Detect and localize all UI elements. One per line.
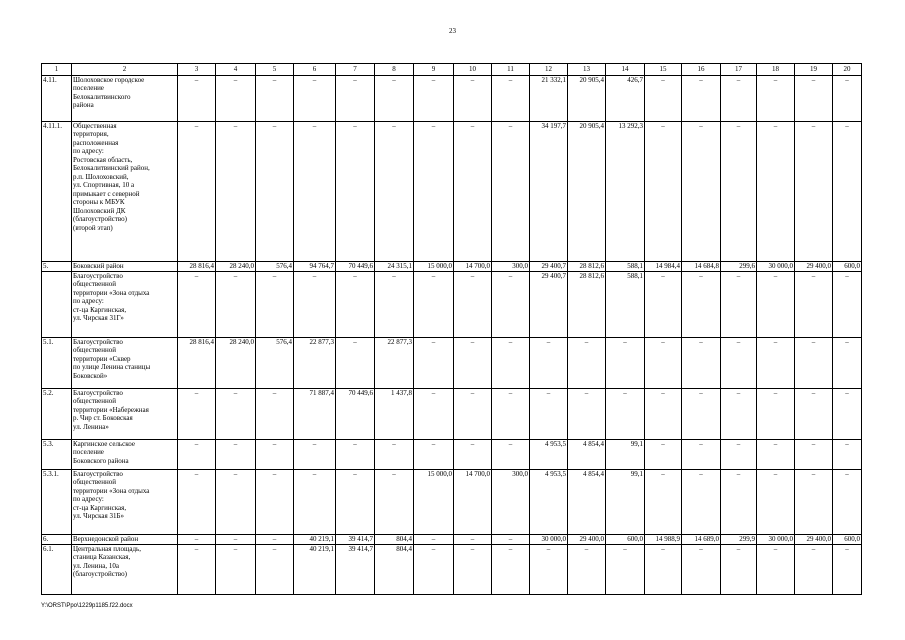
value-cell: – xyxy=(606,337,645,388)
value-cell: 28 812,6 xyxy=(568,261,606,271)
row-number: 6.1. xyxy=(42,544,72,594)
value-cell: – xyxy=(454,388,492,439)
value-cell: – xyxy=(530,337,568,388)
value-cell: 15 000,0 xyxy=(414,469,454,534)
value-cell: 21 332,1 xyxy=(530,75,568,121)
value-cell: 4 854,4 xyxy=(568,439,606,469)
value-cell: 426,7 xyxy=(606,75,645,121)
row-name: Центральная площадь, станица Казанская, ул. Ленина, 10а (благоустройство) xyxy=(72,544,178,594)
value-cell: – xyxy=(682,337,721,388)
row-name: Благоустройство общественной территории «Сквер по улице Ленина станицы Боковской» xyxy=(72,337,178,388)
value-cell: 22 877,3 xyxy=(294,337,336,388)
value-cell: 14 700,0 xyxy=(454,469,492,534)
value-cell: 40 219,1 xyxy=(294,544,336,594)
value-cell: – xyxy=(795,469,833,534)
value-cell: – xyxy=(682,469,721,534)
value-cell: 576,4 xyxy=(256,261,294,271)
value-cell: – xyxy=(454,534,492,544)
value-cell: 71 887,4 xyxy=(294,388,336,439)
table-row xyxy=(42,544,862,594)
value-cell: 300,0 xyxy=(492,469,530,534)
value-cell: – xyxy=(256,271,294,337)
value-cell: 30 000,0 xyxy=(530,534,568,544)
column-header: 8 xyxy=(375,64,414,76)
value-cell: 99,1 xyxy=(606,469,645,534)
value-cell: – xyxy=(682,121,721,261)
value-cell: – xyxy=(492,544,530,594)
row-number: 5.3.1. xyxy=(42,469,72,534)
value-cell: 34 197,7 xyxy=(530,121,568,261)
value-cell: – xyxy=(795,544,833,594)
value-cell: 28 240,0 xyxy=(216,337,256,388)
value-cell: – xyxy=(414,271,454,337)
value-cell: 70 449,6 xyxy=(336,388,375,439)
value-cell: 24 315,1 xyxy=(375,261,414,271)
value-cell: 30 000,0 xyxy=(757,261,795,271)
value-cell: – xyxy=(256,469,294,534)
column-header: 4 xyxy=(216,64,256,76)
value-cell: 299,9 xyxy=(721,534,757,544)
value-cell: – xyxy=(414,388,454,439)
value-cell: 29 400,0 xyxy=(795,261,833,271)
value-cell: – xyxy=(833,75,862,121)
value-cell: – xyxy=(375,75,414,121)
value-cell: 28 816,4 xyxy=(178,261,216,271)
value-cell: – xyxy=(492,534,530,544)
value-cell: – xyxy=(721,388,757,439)
value-cell: 15 000,0 xyxy=(414,261,454,271)
value-cell: 804,4 xyxy=(375,544,414,594)
value-cell: 29 400,0 xyxy=(568,534,606,544)
value-cell: – xyxy=(454,75,492,121)
row-name: Каргинское сельское поселение Боковского района xyxy=(72,439,178,469)
value-cell: – xyxy=(216,75,256,121)
table-row xyxy=(42,388,862,439)
value-cell: – xyxy=(568,544,606,594)
value-cell: – xyxy=(795,271,833,337)
value-cell: 299,6 xyxy=(721,261,757,271)
value-cell: – xyxy=(645,271,682,337)
value-cell: – xyxy=(682,439,721,469)
value-cell: – xyxy=(178,75,216,121)
column-header: 19 xyxy=(795,64,833,76)
column-header: 1 xyxy=(42,64,72,76)
value-cell: 29 400,7 xyxy=(530,261,568,271)
value-cell: 28 240,0 xyxy=(216,261,256,271)
value-cell: – xyxy=(454,544,492,594)
value-cell: 20 905,4 xyxy=(568,121,606,261)
value-cell: – xyxy=(256,439,294,469)
value-cell: – xyxy=(795,121,833,261)
table-row xyxy=(42,337,862,388)
value-cell: – xyxy=(294,75,336,121)
document-path: Y:\ORST\Ppo\1229p1185.f22.docx xyxy=(41,603,133,609)
value-cell: – xyxy=(757,388,795,439)
value-cell: – xyxy=(454,439,492,469)
value-cell: 300,0 xyxy=(492,261,530,271)
value-cell: – xyxy=(294,469,336,534)
column-header: 16 xyxy=(682,64,721,76)
column-header: 10 xyxy=(454,64,492,76)
row-name: Благоустройство общественной территории «Зона отдыха по адресу: ст-ца Каргинская, ул. Чирская 31Г» xyxy=(72,271,178,337)
value-cell: – xyxy=(216,121,256,261)
table-row xyxy=(42,121,862,261)
value-cell: 70 449,6 xyxy=(336,261,375,271)
value-cell: – xyxy=(645,439,682,469)
value-cell: – xyxy=(568,337,606,388)
column-header: 11 xyxy=(492,64,530,76)
value-cell: – xyxy=(216,388,256,439)
column-header: 13 xyxy=(568,64,606,76)
row-number: 5. xyxy=(42,261,72,271)
value-cell: – xyxy=(606,388,645,439)
column-header: 9 xyxy=(414,64,454,76)
budget-table xyxy=(41,63,862,595)
value-cell: – xyxy=(833,388,862,439)
column-header: 6 xyxy=(294,64,336,76)
value-cell: – xyxy=(757,121,795,261)
value-cell: – xyxy=(568,388,606,439)
value-cell: – xyxy=(645,337,682,388)
value-cell: – xyxy=(492,75,530,121)
value-cell: – xyxy=(178,388,216,439)
table-row xyxy=(42,439,862,469)
value-cell: – xyxy=(721,469,757,534)
value-cell: – xyxy=(256,544,294,594)
value-cell: – xyxy=(336,439,375,469)
value-cell: – xyxy=(178,439,216,469)
value-cell: 22 877,3 xyxy=(375,337,414,388)
row-name: Боковский район xyxy=(72,261,178,271)
row-name: Общественная территория, расположенная по адресу: Ростовская область, Белокалитвинский район, р.п. Шолоховский, ул. Спортивная, 10 а примыкает с северной стороны к МБУК Шолоховский ДК (благоустройство) (второй этап) xyxy=(72,121,178,261)
column-header: 5 xyxy=(256,64,294,76)
column-header: 14 xyxy=(606,64,645,76)
value-cell: – xyxy=(414,75,454,121)
value-cell: – xyxy=(833,271,862,337)
value-cell: 14 988,9 xyxy=(645,534,682,544)
table-row xyxy=(42,271,862,337)
value-cell: – xyxy=(645,544,682,594)
column-header: 2 xyxy=(72,64,178,76)
row-number: 5.2. xyxy=(42,388,72,439)
value-cell: – xyxy=(414,337,454,388)
value-cell: – xyxy=(294,121,336,261)
table-row xyxy=(42,75,862,121)
row-number: 5.3. xyxy=(42,439,72,469)
value-cell: – xyxy=(645,469,682,534)
row-name: Благоустройство общественной территории «Зона отдыха по адресу: ст-ца Каргинская, ул. Чирская 31Б» xyxy=(72,469,178,534)
column-header: 3 xyxy=(178,64,216,76)
value-cell: – xyxy=(178,271,216,337)
value-cell: 4 953,5 xyxy=(530,469,568,534)
value-cell: – xyxy=(492,388,530,439)
value-cell: – xyxy=(757,544,795,594)
value-cell: – xyxy=(645,388,682,439)
value-cell: – xyxy=(833,439,862,469)
value-cell: – xyxy=(682,544,721,594)
value-cell: – xyxy=(216,534,256,544)
column-header: 17 xyxy=(721,64,757,76)
table-row xyxy=(42,469,862,534)
value-cell: – xyxy=(454,337,492,388)
row-number: 4.11.1. xyxy=(42,121,72,261)
value-cell: 1 437,8 xyxy=(375,388,414,439)
value-cell: 39 414,7 xyxy=(336,544,375,594)
value-cell: – xyxy=(336,75,375,121)
value-cell: – xyxy=(721,439,757,469)
value-cell: – xyxy=(721,75,757,121)
value-cell: – xyxy=(414,544,454,594)
value-cell: – xyxy=(178,544,216,594)
value-cell: – xyxy=(721,121,757,261)
value-cell: 14 684,8 xyxy=(682,261,721,271)
value-cell: – xyxy=(336,469,375,534)
value-cell: – xyxy=(757,271,795,337)
column-header: 12 xyxy=(530,64,568,76)
header-row xyxy=(42,64,862,76)
value-cell: 13 292,3 xyxy=(606,121,645,261)
value-cell: – xyxy=(721,271,757,337)
value-cell: – xyxy=(375,271,414,337)
value-cell: – xyxy=(682,388,721,439)
value-cell: – xyxy=(645,75,682,121)
value-cell: – xyxy=(375,121,414,261)
value-cell: 30 000,0 xyxy=(757,534,795,544)
value-cell: 14 689,0 xyxy=(682,534,721,544)
value-cell: – xyxy=(682,271,721,337)
value-cell: – xyxy=(336,121,375,261)
value-cell: – xyxy=(336,271,375,337)
value-cell: – xyxy=(682,75,721,121)
value-cell: – xyxy=(216,271,256,337)
value-cell: 14 700,0 xyxy=(454,261,492,271)
value-cell: 40 219,1 xyxy=(294,534,336,544)
value-cell: – xyxy=(178,121,216,261)
value-cell: – xyxy=(795,439,833,469)
value-cell: – xyxy=(795,75,833,121)
value-cell: 600,0 xyxy=(606,534,645,544)
row-name: Шолоховское городское поселение Белокалитвинского района xyxy=(72,75,178,121)
row-name: Благоустройство общественной территории «Набережная р. Чир ст. Боковская ул. Ленина» xyxy=(72,388,178,439)
value-cell: – xyxy=(833,121,862,261)
value-cell: – xyxy=(645,121,682,261)
row-number xyxy=(42,271,72,337)
value-cell: – xyxy=(256,388,294,439)
value-cell: – xyxy=(833,544,862,594)
value-cell: – xyxy=(795,337,833,388)
value-cell: – xyxy=(530,544,568,594)
value-cell: 600,0 xyxy=(833,534,862,544)
value-cell: 14 984,4 xyxy=(645,261,682,271)
value-cell: – xyxy=(530,388,568,439)
value-cell: – xyxy=(178,534,216,544)
row-number: 6. xyxy=(42,534,72,544)
value-cell: – xyxy=(178,469,216,534)
value-cell: 4 953,5 xyxy=(530,439,568,469)
value-cell: – xyxy=(294,439,336,469)
value-cell: 99,1 xyxy=(606,439,645,469)
column-header: 20 xyxy=(833,64,862,76)
page-number: 23 xyxy=(449,27,456,35)
value-cell: – xyxy=(757,439,795,469)
value-cell: – xyxy=(375,439,414,469)
value-cell: – xyxy=(833,469,862,534)
value-cell: – xyxy=(256,121,294,261)
value-cell: 600,0 xyxy=(833,261,862,271)
value-cell: – xyxy=(492,337,530,388)
value-cell: 94 764,7 xyxy=(294,261,336,271)
column-header: 15 xyxy=(645,64,682,76)
row-number: 5.1. xyxy=(42,337,72,388)
value-cell: – xyxy=(336,337,375,388)
value-cell: 4 854,4 xyxy=(568,469,606,534)
value-cell: – xyxy=(492,121,530,261)
value-cell: 28 812,6 xyxy=(568,271,606,337)
value-cell: – xyxy=(454,271,492,337)
value-cell: – xyxy=(795,388,833,439)
value-cell: – xyxy=(721,337,757,388)
value-cell: – xyxy=(606,544,645,594)
value-cell: – xyxy=(492,271,530,337)
table-row xyxy=(42,534,862,544)
value-cell: – xyxy=(492,439,530,469)
value-cell: 804,4 xyxy=(375,534,414,544)
value-cell: – xyxy=(757,469,795,534)
value-cell: – xyxy=(414,121,454,261)
column-header: 7 xyxy=(336,64,375,76)
value-cell: – xyxy=(757,337,795,388)
value-cell: – xyxy=(216,439,256,469)
row-name: Верхнедонской район xyxy=(72,534,178,544)
value-cell: – xyxy=(757,75,795,121)
value-cell: 588,1 xyxy=(606,261,645,271)
value-cell: – xyxy=(833,337,862,388)
value-cell: – xyxy=(414,534,454,544)
value-cell: – xyxy=(721,544,757,594)
column-header: 18 xyxy=(757,64,795,76)
value-cell: – xyxy=(294,271,336,337)
value-cell: 588,1 xyxy=(606,271,645,337)
row-number: 4.11. xyxy=(42,75,72,121)
value-cell: 29 400,7 xyxy=(530,271,568,337)
value-cell: – xyxy=(414,439,454,469)
value-cell: 576,4 xyxy=(256,337,294,388)
value-cell: – xyxy=(256,534,294,544)
value-cell: 20 905,4 xyxy=(568,75,606,121)
value-cell: – xyxy=(375,469,414,534)
table-row xyxy=(42,261,862,271)
value-cell: – xyxy=(454,121,492,261)
value-cell: – xyxy=(216,544,256,594)
value-cell: 39 414,7 xyxy=(336,534,375,544)
value-cell: 28 816,4 xyxy=(178,337,216,388)
value-cell: – xyxy=(216,469,256,534)
value-cell: 29 400,0 xyxy=(795,534,833,544)
value-cell: – xyxy=(256,75,294,121)
